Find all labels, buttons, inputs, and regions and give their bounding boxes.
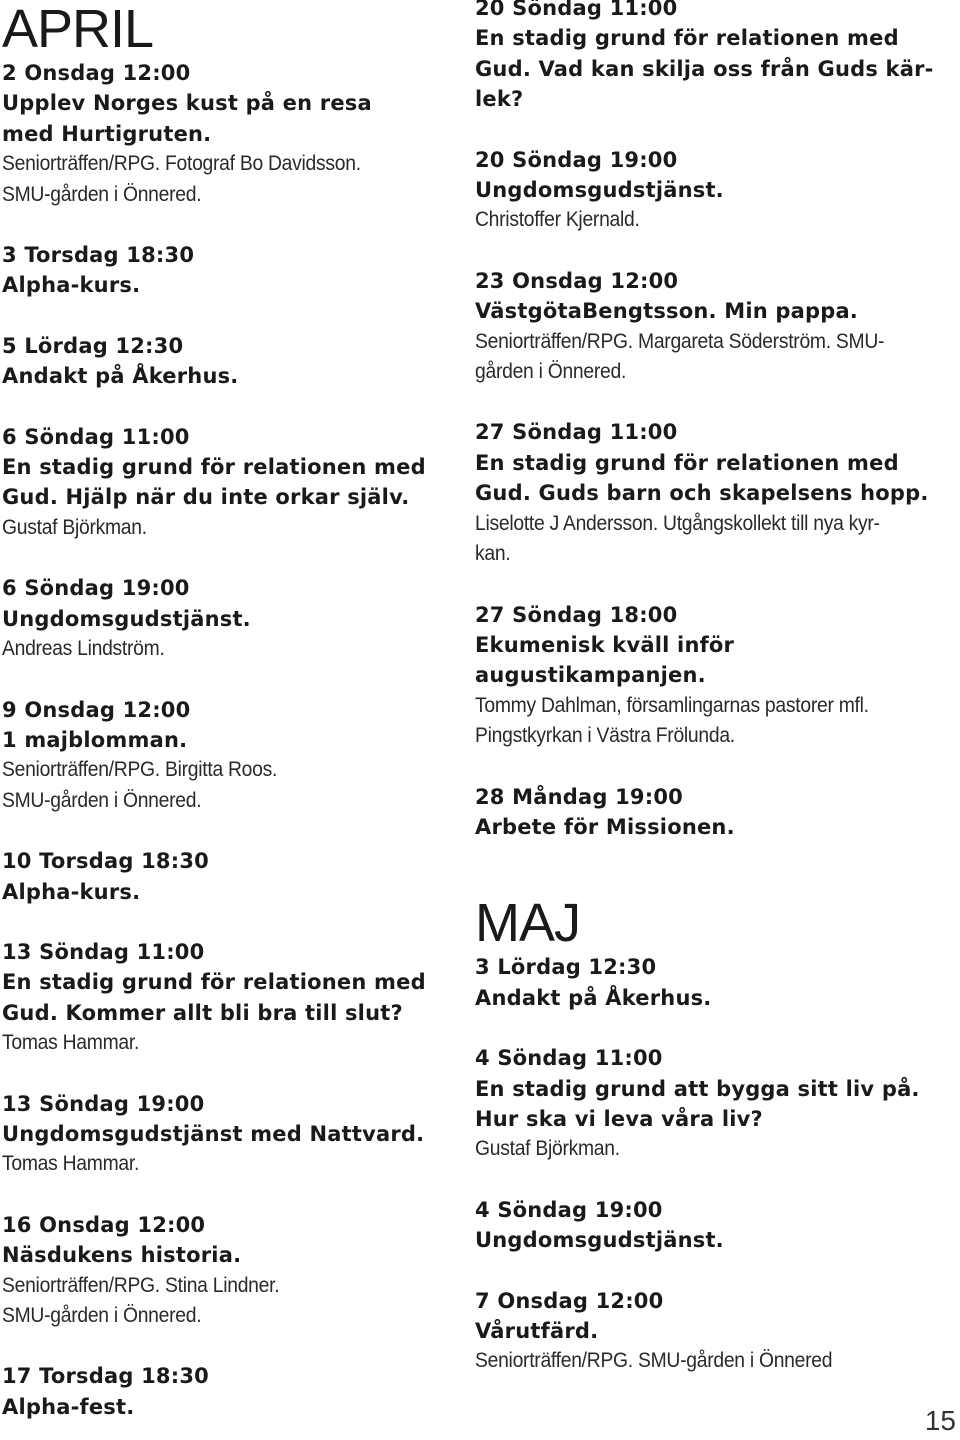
event-title-line: Alpha-kurs. [2,273,141,298]
event-title-line: Gud. Kommer allt bli bra till slut? [2,1000,403,1025]
event-date-time: 9 Onsdag 12:00 [2,697,191,722]
event-title-line: Ekumenisk kväll inför [475,632,735,657]
event-title-line: VästgötaBengtsson. Min pappa. [475,299,858,324]
event-title-line: Ungdomsgudstjänst. [475,178,724,203]
april-event-list-continued [475,0,935,842]
event-title-line: En stadig grund för relationen med [2,970,426,995]
event-title-line: Andakt på Åkerhus. [475,985,712,1010]
event-date-time: 13 Söndag 11:00 [2,939,205,964]
april-event-list [2,58,442,1422]
event-title-line: Gud. Guds barn och skapelsens hopp. [475,481,929,506]
event-detail-line: Tommy Dahlman, församlingarnas pastorer mfl. [475,693,869,717]
event-detail-line: Seniorträffen/RPG. Stina Lindner. [2,1273,280,1297]
event-date-time: 3 Torsdag 18:30 [2,243,195,268]
event-date-time: 3 Lördag 12:30 [475,955,657,980]
event-entry [475,266,935,388]
maj-event-list [475,952,935,1376]
event-detail-line: Christoffer Kjernald. [475,208,640,232]
event-title-line: Ungdomsgudstjänst. [475,1228,724,1253]
event-entry [475,782,935,843]
event-title-line: Arbete för Missionen. [475,814,735,839]
event-title-line: 1 majblomman. [2,727,188,752]
event-detail-line: Seniorträffen/RPG. Fotograf Bo Davidsson. [2,152,361,176]
event-entry [475,1195,935,1256]
event-title-line: Hur ska vi leva våra liv? [475,1106,763,1131]
event-title-line: Gud. Vad kan skilja oss från Guds kär- [475,56,934,81]
month-heading-maj: MAJ [475,893,580,954]
event-detail-line: Seniorträffen/RPG. Margareta Söderström. SMU- [475,329,885,353]
event-date-time: 6 Söndag 11:00 [2,424,190,449]
event-date-time: 23 Onsdag 12:00 [475,268,679,293]
event-title-line: Ungdomsgudstjänst. [2,606,251,631]
event-detail-line: SMU-gården i Önnered. [2,182,202,206]
event-detail-line: SMU-gården i Önnered. [2,1304,202,1327]
event-date-time: 27 Söndag 18:00 [475,602,678,627]
event-entry [475,145,935,236]
event-detail-line: Tomas Hammar. [2,1152,140,1176]
event-title-line: Näsdukens historia. [2,1243,242,1268]
event-date-time: 6 Söndag 19:00 [2,576,190,601]
event-title-line: Alpha-kurs. [2,879,141,904]
event-title-line: En stadig grund för relationen med [475,26,899,51]
event-title-line: En stadig grund för relationen med [475,450,899,475]
event-detail-line: Pingstkyrkan i Västra Frölunda. [475,724,735,748]
event-entry [475,600,935,752]
event-entry [475,952,935,1013]
event-entry [2,1361,442,1422]
event-detail-line: kan. [475,542,511,566]
event-entry [2,1210,442,1332]
left-column [2,0,442,1422]
right-column [475,0,935,1377]
event-title-line: En stadig grund att bygga sitt liv på. [475,1076,920,1101]
event-detail-line: Seniorträffen/RPG. Birgitta Roos. [2,758,278,782]
month-heading-april: APRIL [2,0,154,59]
event-entry [2,58,442,210]
event-detail-line: Gustaf Björkman. [2,515,147,539]
event-detail-line: Gustaf Björkman. [475,1137,620,1161]
event-entry [2,846,442,907]
event-date-time: 16 Onsdag 12:00 [2,1212,206,1237]
event-title-line: En stadig grund för relationen med [2,455,426,480]
event-detail-line: Andreas Lindström. [2,637,165,661]
event-entry [475,1286,935,1377]
event-title-line: med Hurtigruten. [2,121,212,146]
event-title-line: Alpha-fest. [2,1394,135,1419]
event-detail-line: Liselotte J Andersson. Utgångskollekt till nya kyr- [475,511,880,535]
event-date-time: 20 Söndag 19:00 [475,147,678,172]
event-detail-line: gården i Önnered. [475,360,627,384]
event-title-line: lek? [475,87,524,112]
event-title-line: Upplev Norges kust på en resa [2,91,372,116]
event-date-time: 28 Måndag 19:00 [475,784,683,809]
event-entry [2,573,442,664]
event-date-time: 10 Torsdag 18:30 [2,849,209,874]
event-entry [2,240,442,301]
event-date-time: 27 Söndag 11:00 [475,420,678,445]
event-detail-line: Seniorträffen/RPG. SMU-gården i Önnered [475,1349,833,1373]
event-date-time: 20 Söndag 11:00 [475,0,678,20]
event-date-time: 5 Lördag 12:30 [2,333,184,358]
event-entry [475,1043,935,1165]
event-date-time: 4 Söndag 19:00 [475,1197,663,1222]
event-date-time: 13 Söndag 19:00 [2,1091,205,1116]
event-title-line: Ungdomsgudstjänst med Nattvard. [2,1121,425,1146]
event-detail-line: Tomas Hammar. [2,1031,140,1055]
event-date-time: 17 Torsdag 18:30 [2,1364,209,1389]
event-title-line: Vårutfärd. [475,1319,599,1343]
page-number: 15 [924,1405,956,1436]
event-detail-line: SMU-gården i Önnered. [2,788,202,812]
event-date-time: 2 Onsdag 12:00 [2,61,191,85]
event-date-time: 4 Söndag 11:00 [475,1046,663,1071]
event-entry [2,695,442,817]
event-entry [2,937,442,1059]
event-title-line: Andakt på Åkerhus. [2,364,239,389]
event-date-time: 7 Onsdag 12:00 [475,1288,664,1313]
event-entry [475,0,935,115]
event-title-line: augustikampanjen. [475,663,706,688]
event-entry [2,422,442,544]
event-title-line: Gud. Hjälp när du inte orkar själv. [2,485,410,510]
event-entry [2,1089,442,1180]
event-entry [475,417,935,569]
event-entry [2,331,442,392]
